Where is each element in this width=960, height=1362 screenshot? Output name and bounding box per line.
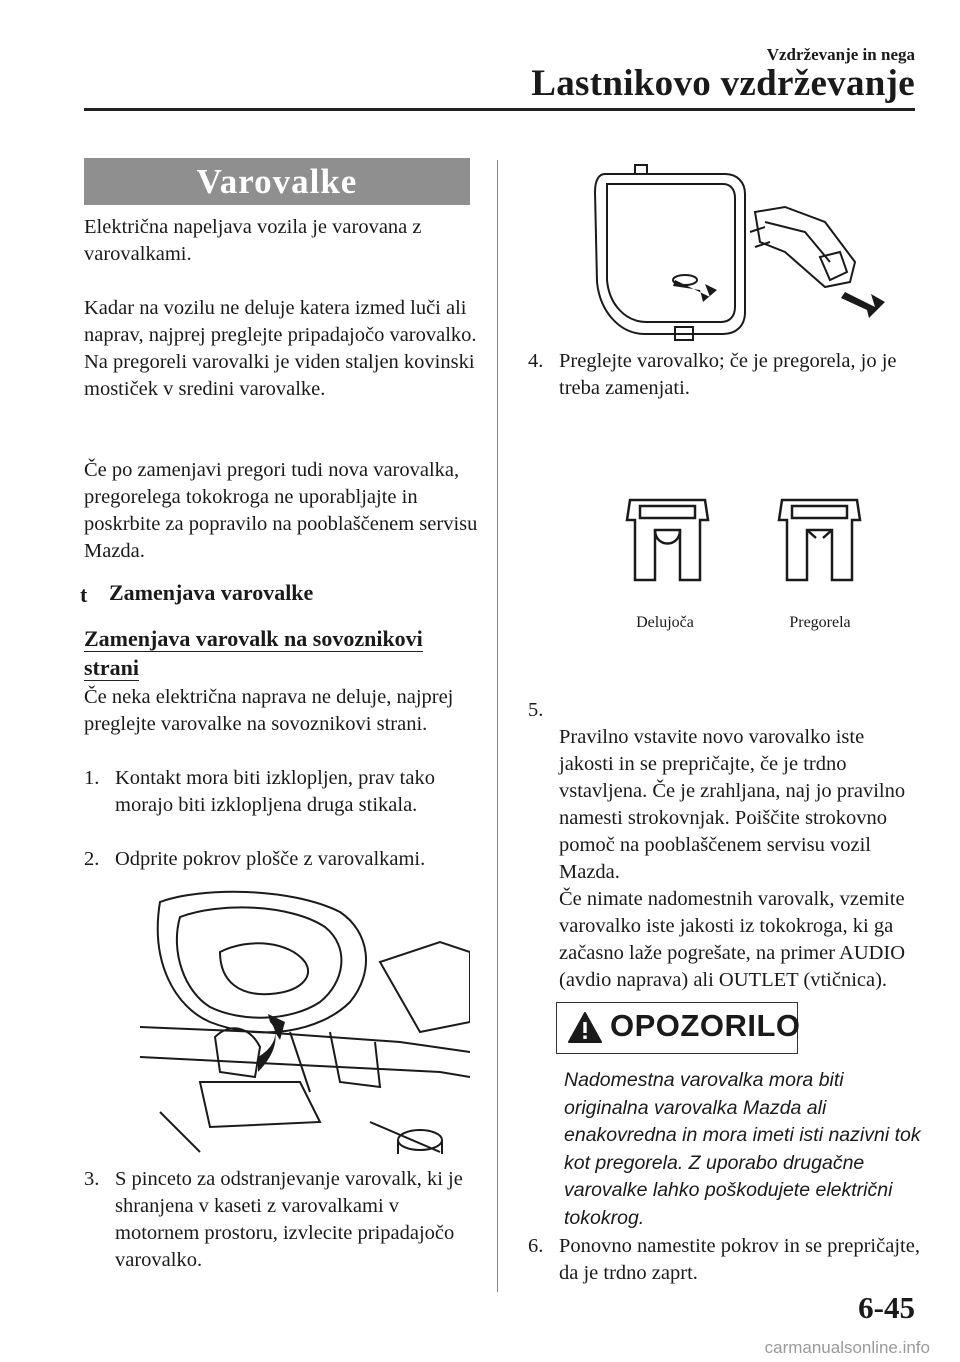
- warning-label: OPOZORILO: [610, 1008, 801, 1043]
- good-fuse-illustration: [620, 490, 715, 590]
- subheading: Zamenjava varovalke: [109, 580, 314, 605]
- sub-subheading: Zamenjava varovalk na sovoznikovi strani: [84, 626, 423, 680]
- sub-intro-paragraph: Če neka električna naprava ne deluje, najprej preglejte varovalke na sovoznikovi strani.: [84, 686, 454, 735]
- header-title: Lastnikovo vzdrževanje: [531, 63, 915, 104]
- intro-paragraph-2: Kadar na vozilu ne deluje katera izmed luči ali naprav, najprej preglejte pripadajočo varovalko. Na pregoreli varovalki je viden staljen kovinski mostiček v sredini varovalke.: [84, 297, 477, 400]
- column-divider: [497, 160, 498, 1292]
- warning-text: Nadomestna varovalka mora biti originalna varovalka Mazda ali enakovredna in mora imeti isti nazivni tok kot pregorela. Z uporabo drugačne varovalke lahko poškodujete električni tokokrog.: [564, 1069, 921, 1229]
- section-banner: Varovalke: [84, 158, 470, 205]
- good-fuse-label: Delujoča: [636, 614, 694, 631]
- header-divider: [84, 108, 915, 111]
- blown-fuse-illustration: [772, 490, 867, 590]
- bullet-marker: t: [80, 582, 88, 607]
- dashboard-illustration: [140, 882, 470, 1157]
- warning-triangle-icon: [567, 1011, 603, 1044]
- fuse-panel-illustration: [585, 162, 895, 362]
- watermark: carmanualsonline.info: [764, 1338, 930, 1357]
- step-6: 6. Ponovno namestite pokrov in se prepričajte, da je trdno zaprt.: [528, 1235, 920, 1284]
- step-4: 4. Preglejte varovalko; če je pregorela, jo je treba zamenjati.: [528, 350, 897, 399]
- step-2: 2. Odprite pokrov plošče z varovalkami.: [84, 848, 426, 870]
- step-3: 3. S pinceto za odstranjevanje varovalk, ki je shranjena v kaseti z varovalkami v motornem prostoru, izvlecite pripadajočo varovalko.: [84, 1168, 463, 1271]
- intro-paragraph-1: Električna napeljava vozila je varovana z varovalkami.: [84, 216, 422, 265]
- step-5: 5. Pravilno vstavite novo varovalko iste jakosti in se prepričajte, če je trdno vstavljena. Če je zrahljana, naj jo pravilno namesti strokovnjak. Poiščite strokovno pomoč na pooblaščenem servisu vozil Mazda. Če nimate nadomestnih varovalk, vzemite varovalko iste jakosti iz tokokroga, ki ga začasno laže pogrešate, na primer AUDIO (avdio naprava) ali OUTLET (vtičnica).: [528, 699, 906, 991]
- page-number: 6-45: [858, 1290, 915, 1325]
- step-1: 1. Kontakt mora biti izklopljen, prav tako morajo biti izklopljena druga stikala.: [84, 767, 435, 816]
- intro-paragraph-3: Če po zamenjavi pregori tudi nova varovalka, pregorelega tokokroga ne uporabljajte in poskrbite za popravilo na pooblaščenem servisu Mazda.: [84, 459, 478, 562]
- header-section: Vzdrževanje in nega: [766, 45, 915, 64]
- blown-fuse-label: Pregorela: [789, 614, 851, 631]
